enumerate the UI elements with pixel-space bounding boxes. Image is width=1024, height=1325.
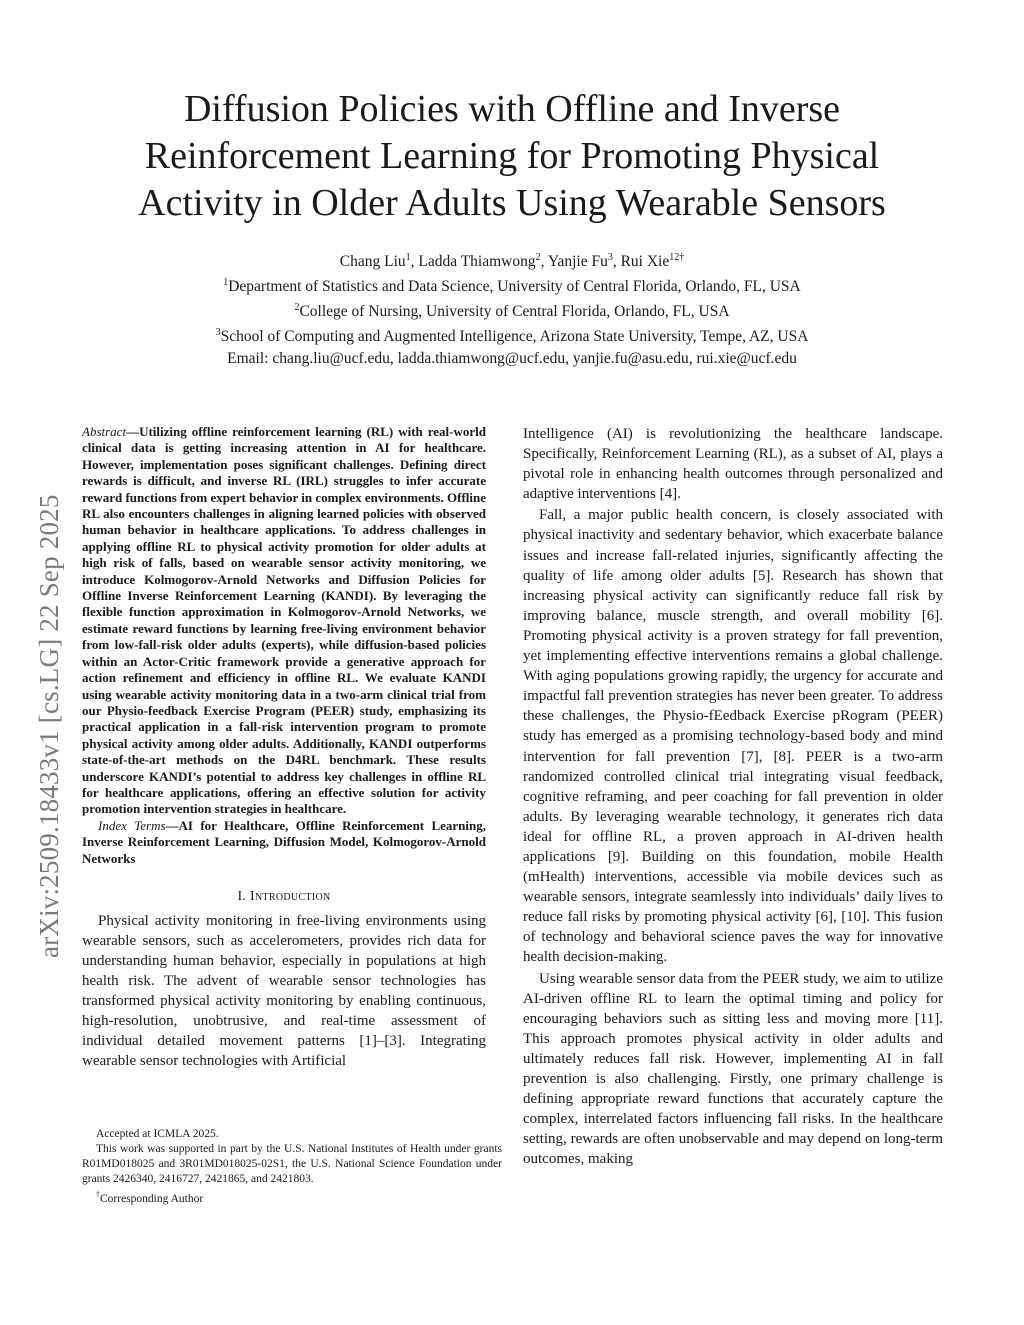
body-paragraph: Intelligence (AI) is revolutionizing the healthcare landscape. Specifically, Reinforcement Learning (RL), as a subset of AI, plays a pivotal role in enhancing health outcomes through personalized and adaptive interventions [4]. <box>523 426 943 503</box>
author-name: Chang Liu <box>339 253 406 271</box>
footnotes <box>82 1127 502 1207</box>
left-column <box>82 424 486 1071</box>
arxiv-stamp: arXiv:2509.18433v1 [cs.LG] 22 Sep 2025 <box>34 494 64 958</box>
paper-title <box>90 86 934 227</box>
section-title: Introduction <box>250 888 331 904</box>
section-heading <box>82 889 486 905</box>
footnote-corresponding: †Corresponding Author <box>96 1190 204 1205</box>
title-line-2: Reinforcement Learning for Promoting Physical <box>144 135 880 177</box>
author-names: Chang Liu$^1$, Ladda Thiamwong$^2$, Yanjie Fu$^3$, Rui Xie$^{12\dagger}$ <box>339 252 685 271</box>
index-terms-text: —AI for Healthcare, Offline Reinforcement Learning, Inverse Reinforcement Learning, Diffusion Model, Kolmogorov-Arnold Networks <box>82 817 487 866</box>
intro-paragraph: Physical activity monitoring in free-living environments using wearable sensors, such as accelerometers, provides rich data for understanding human behavior, especially in populations at high health risk. The advent of wearable sensor technologies has transformed physical activity monitoring by enabling continuous, high-resolution, unobtrusive, and real-time assessment of individual detailed movement patterns [1]–[3]. Integrating wearable sensor technologies with Artificial <box>82 912 486 1069</box>
author-name: Yanjie Fu <box>547 253 608 271</box>
abstract <box>82 424 486 818</box>
abstract-text: —Utilizing offline reinforcement learning (RL) with real-world clinical data is getting increasing attention in AI for healthcare. However, implementation poses significant challenges. Defining direct rewards is difficult, and inverse RL (IRL) struggles to infer accurate reward functions from expert behavior in complex environments. Offline RL also encounters challenges in aligning learned policies with observed human behavior in healthcare applications. To address challenges in applying offline RL to physical activity promotion for older adults at high risk of falls, based on wearable sensor activity monitoring, we introduce Kolmogorov-Arnold Networks and Diffusion Policies for Offline Inverse Reinforcement Learning (KANDI). By leveraging the flexible function approximation in Kolmogorov-Arnold Networks, we estimate reward functions by learning free-living environment behavior from low-fall-risk older adults (experts), while diffusion-based policies within an Actor-Critic framework provide a generative approach for action refinement and efficiency in offline RL. We evaluate KANDI using wearable activity monitoring data in a two-arm clinical trial from our Physio-feedback Exercise Program (PEER) study, emphasizing its practical application in a fall-risk intervention program to promote physical activity among older adults. Additionally, KANDI outperforms state-of-the-art methods on the D4RL benchmark. These results underscore KANDI’s potential to address key challenges in offline RL for healthcare applications, offering an effective solution for activity promotion intervention strategies in healthcare. <box>82 424 486 817</box>
title-line-1: Diffusion Policies with Offline and Inverse <box>183 88 841 130</box>
author-emails: Email: chang.liu@ucf.edu, ladda.thiamwong@ucf.edu, yanjie.fu@asu.edu, rui.xie@ucf.edu <box>227 349 797 367</box>
author-sup: 2 <box>535 252 541 263</box>
author-sup: 3 <box>607 252 613 263</box>
title-line-3: Activity in Older Adults Using Wearable Sensors <box>138 182 886 224</box>
footnote-funding: This work was supported in part by the U.S. National Institutes of Health under grants R01MD018025 and 3R01MD018025-02S1, the U.S. National Science Foundation under grants 2426340, 2416727, 2421865, and 2421803. <box>82 1143 502 1185</box>
right-column <box>523 424 943 1169</box>
affiliation: $^1$Department of Statistics and Data Science, University of Central Florida, Orlando, FL, USA <box>223 277 801 296</box>
body-paragraph: Using wearable sensor data from the PEER study, we aim to utilize AI-driven offline RL to learn the optimal timing and policy for encouraging behaviors such as sitting less and moving more [11]. This approach promotes physical activity in older adults and ultimately reduces fall risk. However, implementing AI in fall prevention is also challenging. Firstly, one primary challenge is defining appropriate reward functions that accurately capture the complex, interrelated factors influencing fall risks. In the healthcare setting, rewards are often unobservable and may depend on long-term outcomes, making <box>523 970 943 1168</box>
index-terms-lead: Index Terms <box>98 817 166 833</box>
affiliation: $^3$School of Computing and Augmented Intelligence, Arizona State University, Tempe, AZ, USA <box>215 327 809 346</box>
body-paragraph: Fall, a major public health concern, is closely associated with physical inactivity and sedentary behavior, which exacerbate balance issues and increase fall-related injuries, significantly affecting the quality of life among older adults [5]. Research has shown that increasing physical activity can significantly reduce fall risk by improving balance, muscle strength, and overall mobility [6]. Promoting physical activity is a proven strategy for fall prevention, yet implementing effective interventions remains a global challenge. With aging populations growing rapidly, the urgency for accurate and impactful fall prevention strategies has never been greater. To address these challenges, the Physio-fEedback Exercise pRogram (PEER) study has emerged as a promising technology-based body and mind intervention for fall prevention [7], [8]. PEER is a two-arm randomized controlled clinical trial integrating visual feedback, cognitive reframing, and peer coaching for fall prevention in older adults. By leveraging wearable technology, it generates rich data ideal for offline RL, a proven approach in AI-driven health applications [9]. Building on this foundation, mobile Health (mHealth) interventions, accessible via mobile devices such as wearable sensors, integrate seamlessly into individuals’ daily lives to reduce fall risks by promoting physical activity [6], [10]. This fusion of technology and behavioral science paves the way for innovative health decision-making. <box>523 507 943 966</box>
index-terms <box>82 818 486 867</box>
section-number: I. <box>237 888 251 904</box>
footnote-accepted: Accepted at ICMLA 2025. <box>96 1128 219 1140</box>
author-sup: 12† <box>669 252 685 263</box>
affiliation: $^2$College of Nursing, University of Central Florida, Orlando, FL, USA <box>294 302 730 321</box>
author-sup: 1 <box>405 252 411 263</box>
abstract-lead: Abstract <box>82 424 127 439</box>
author-name: Ladda Thiamwong <box>418 253 536 271</box>
author-name: Rui Xie <box>620 253 670 271</box>
author-block <box>90 247 934 369</box>
